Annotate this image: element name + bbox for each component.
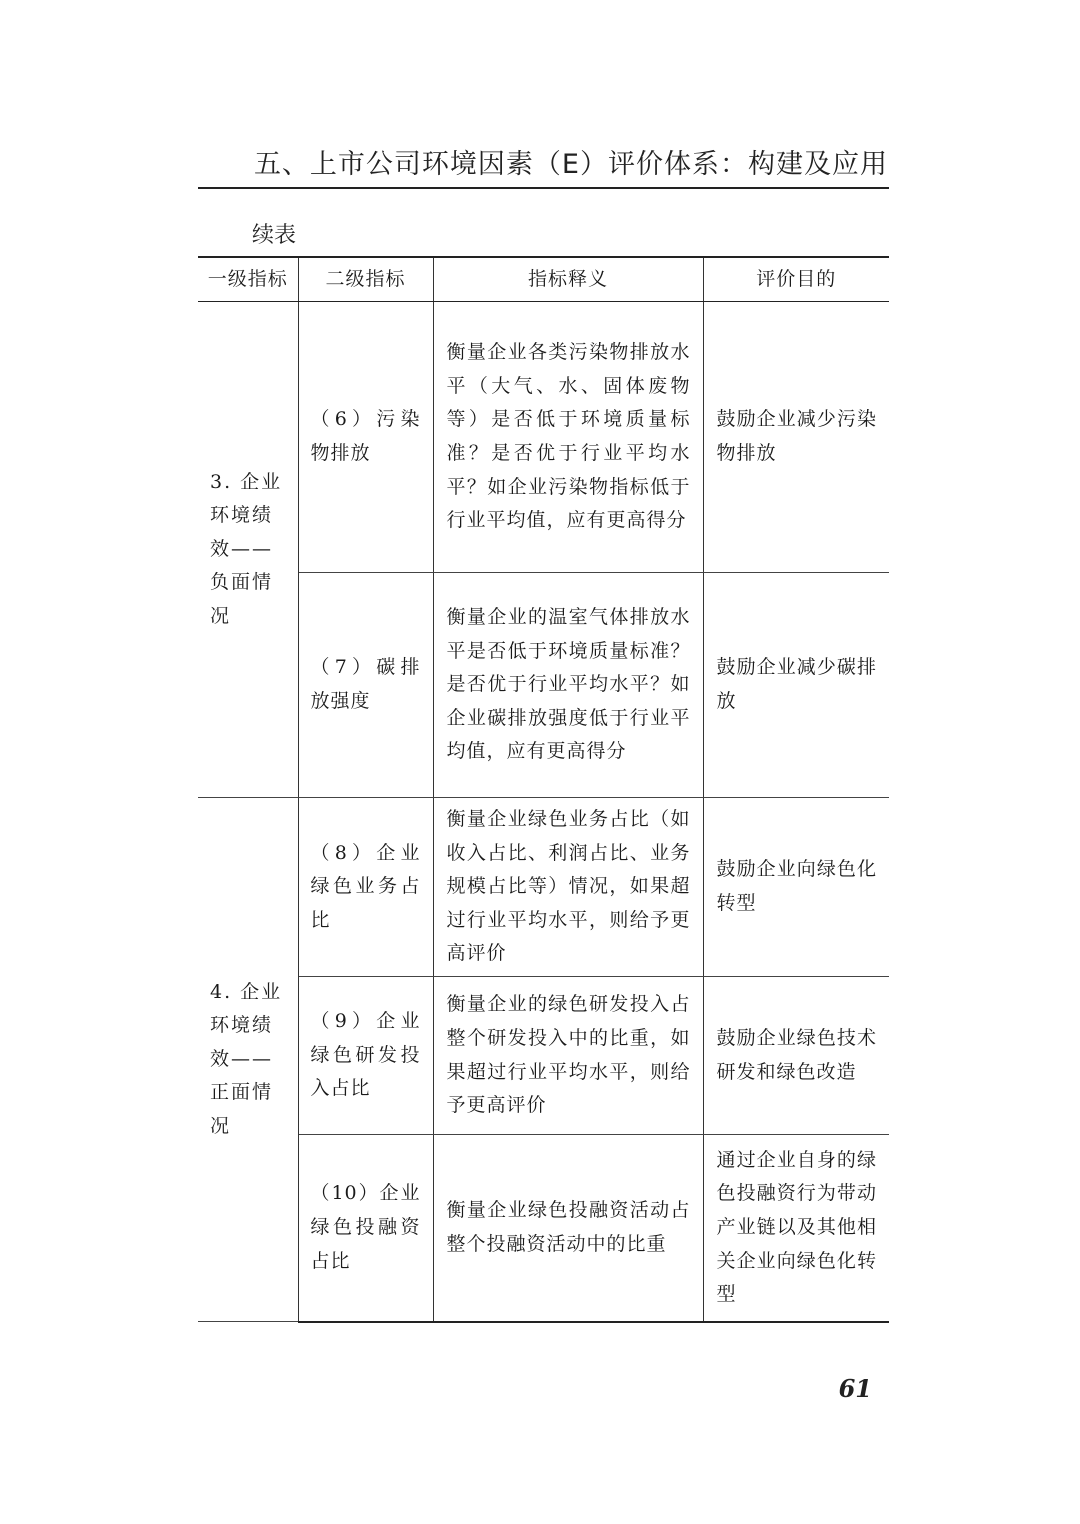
purpose-cell (703, 573, 889, 798)
table-row (198, 573, 889, 798)
secondary-indicator: （8）企业绿色业务占比 (310, 841, 421, 931)
primary-indicator-cell (198, 798, 298, 1322)
column-header-purpose: 评价目的 (703, 257, 889, 302)
table-header-row (198, 257, 889, 302)
indicator-definition: 衡量企业的温室气体排放水平是否低于环境质量标准？是否优于行业平均水平？如企业碳排放强度低于行业平均值，应有更高得分 (446, 606, 691, 763)
page-header-title: 五、上市公司环境因素（E）评价体系：构建及应用 (253, 149, 888, 180)
evaluation-purpose: 通过企业自身的绿色投融资行为带动产业链以及其他相关企业向绿色化转型 (716, 1148, 877, 1306)
definition-cell (433, 573, 703, 798)
evaluation-purpose: 鼓励企业绿色技术研发和绿色改造 (716, 1026, 877, 1083)
purpose-cell (703, 798, 889, 977)
definition-cell (433, 1135, 703, 1322)
secondary-indicator-cell (298, 573, 433, 798)
indicator-definition: 衡量企业的绿色研发投入占整个研发投入中的比重，如果超过行业平均水平，则给予更高评价 (446, 993, 691, 1117)
secondary-indicator: （9）企业绿色研发投入占比 (310, 1010, 421, 1100)
indicator-definition: 衡量企业绿色业务占比（如收入占比、利润占比、业务规模占比等）情况，如果超过行业平均水平，则给予更高评价 (446, 808, 691, 965)
header-rule (198, 187, 889, 189)
secondary-indicator-cell (298, 302, 433, 573)
table-row (198, 977, 889, 1135)
table-row (198, 302, 889, 573)
definition-cell (433, 798, 703, 977)
secondary-indicator: （6）污染物排放 (310, 408, 421, 464)
purpose-cell (703, 977, 889, 1135)
indicator-table (198, 256, 889, 1323)
table-row (198, 798, 889, 977)
secondary-indicator-cell (298, 977, 433, 1135)
secondary-indicator-cell (298, 1135, 433, 1322)
purpose-cell (703, 1135, 889, 1322)
definition-cell (433, 977, 703, 1135)
definition-cell (433, 302, 703, 573)
secondary-indicator: （10）企业绿色投融资占比 (310, 1182, 421, 1272)
primary-indicator: 3. 企业环境绩效——负面情况 (210, 470, 283, 627)
column-header-secondary: 二级指标 (298, 257, 433, 302)
indicator-definition: 衡量企业绿色投融资活动占整个投融资活动中的比重 (446, 1199, 691, 1255)
evaluation-purpose: 鼓励企业向绿色化转型 (716, 858, 877, 914)
table-caption: 续表 (252, 223, 297, 248)
column-header-definition: 指标释义 (433, 257, 703, 302)
primary-indicator-cell (198, 302, 298, 798)
column-header-primary: 一级指标 (198, 257, 298, 302)
secondary-indicator: （7）碳排放强度 (310, 656, 421, 712)
evaluation-purpose: 鼓励企业减少污染物排放 (716, 408, 877, 464)
primary-indicator: 4. 企业环境绩效——正面情况 (210, 980, 283, 1137)
table-row (198, 1135, 889, 1322)
evaluation-purpose: 鼓励企业减少碳排放 (716, 656, 877, 712)
purpose-cell (703, 302, 889, 573)
secondary-indicator-cell (298, 798, 433, 977)
indicator-definition: 衡量企业各类污染物排放水平（大气、水、固体废物等）是否低于环境质量标准？是否优于行业平均水平？如企业污染物指标低于行业平均值，应有更高得分 (446, 341, 691, 532)
page-number: 61 (838, 1374, 872, 1403)
